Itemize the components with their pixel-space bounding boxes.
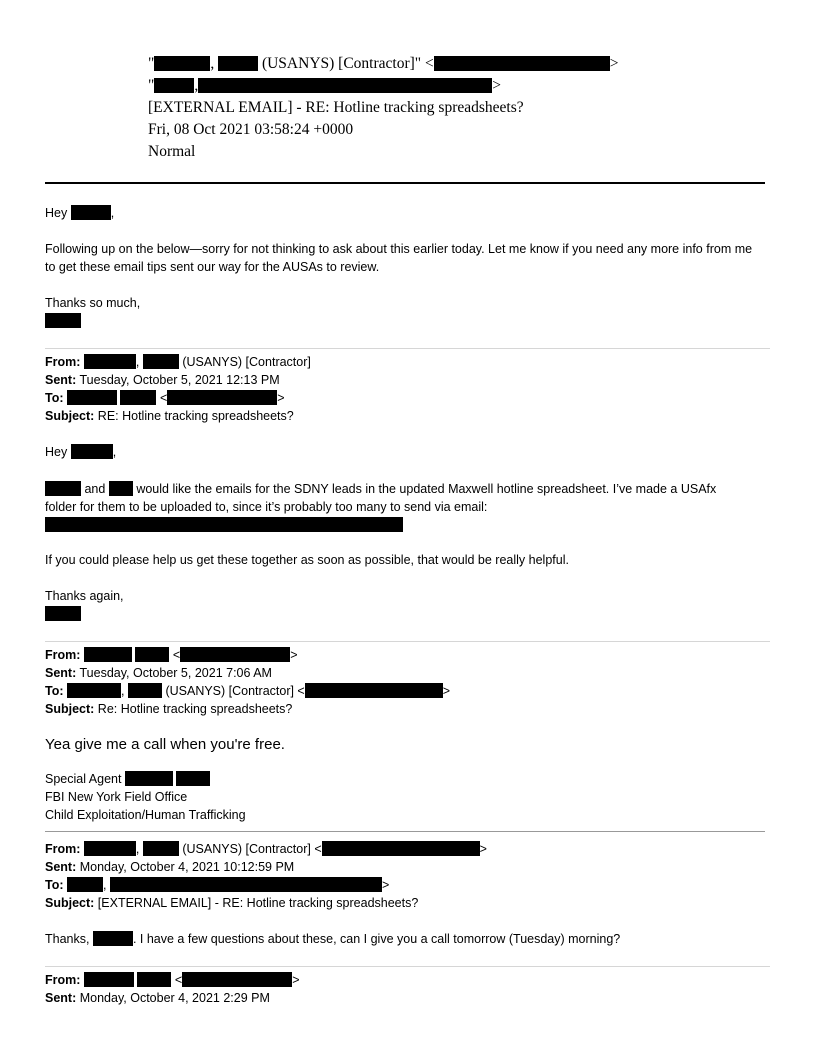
redaction xyxy=(84,841,136,856)
msg5-from: From: < > xyxy=(45,973,300,987)
redaction xyxy=(182,972,292,987)
redaction xyxy=(154,78,194,93)
redaction xyxy=(71,205,111,220)
msg3-sent: Sent: Tuesday, October 5, 2021 7:06 AM xyxy=(45,666,272,680)
msg5-sent: Sent: Monday, October 4, 2021 2:29 PM xyxy=(45,991,270,1005)
msg3-sig-title: Special Agent xyxy=(45,770,210,788)
msg3-sig-unit: Child Exploitation/Human Trafficking xyxy=(45,808,246,822)
msg4-from: From: , (USANYS) [Contractor] < > xyxy=(45,842,487,856)
redaction xyxy=(180,647,290,662)
msg2-subject: Subject: RE: Hotline tracking spreadsheets? xyxy=(45,409,294,423)
redaction xyxy=(143,841,179,856)
msg3-body: Yea give me a call when you're free. xyxy=(45,736,285,753)
header-importance-value: Normal xyxy=(148,143,196,160)
msg3-subject: Subject: Re: Hotline tracking spreadsheets? xyxy=(45,702,293,716)
redaction xyxy=(45,313,81,328)
msg2-body-line1: and would like the emails for the SDNY leads in the updated Maxwell hotline spreadsheet. I’ve made a USAfx xyxy=(45,480,716,498)
redaction xyxy=(137,972,171,987)
msg2-folder-link xyxy=(45,516,403,534)
msg2-signoff: Thanks again, xyxy=(45,589,124,603)
redaction xyxy=(154,56,210,71)
redaction xyxy=(128,683,162,698)
msg2-body-para2: If you could please help us get these together as soon as possible, that would be really helpful. xyxy=(45,553,569,567)
redaction xyxy=(176,771,210,786)
redaction xyxy=(125,771,173,786)
msg2-to: To: < > xyxy=(45,391,285,405)
message-separator xyxy=(45,831,765,832)
redaction xyxy=(93,931,133,946)
msg3-from: From: < > xyxy=(45,648,298,662)
msg4-to: To: , > xyxy=(45,878,390,892)
msg4-sent: Sent: Monday, October 4, 2021 10:12:59 PM xyxy=(45,860,295,874)
redaction xyxy=(434,56,610,71)
redaction xyxy=(218,56,258,71)
body-paragraph: Following up on the below—sorry for not thinking to ask about this earlier today. Let me know if you need any more info from me to get these email tips sent our way for the AUSAs to review. xyxy=(45,242,753,274)
body-signoff: Thanks so much, xyxy=(45,296,141,310)
redaction xyxy=(322,841,480,856)
header-date-value: Fri, 08 Oct 2021 03:58:24 +0000 xyxy=(148,121,354,138)
redaction xyxy=(167,390,277,405)
msg3-sig-office: FBI New York Field Office xyxy=(45,790,188,804)
message-separator xyxy=(45,966,770,967)
msg4-subject: Subject: [EXTERNAL EMAIL] - RE: Hotline tracking spreadsheets? xyxy=(45,896,419,910)
redaction xyxy=(67,877,103,892)
msg2-greeting: Hey , xyxy=(45,445,117,459)
redaction xyxy=(198,78,492,93)
msg4-body: Thanks, . I have a few questions about these, can I give you a call tomorrow (Tuesday) morning? xyxy=(45,932,621,946)
redaction xyxy=(67,683,121,698)
redaction xyxy=(45,481,81,496)
msg3-to: To: , (USANYS) [Contractor] < > xyxy=(45,684,451,698)
header-divider xyxy=(45,182,765,184)
msg2-from: From: , (USANYS) [Contractor] xyxy=(45,355,311,369)
redaction xyxy=(84,647,132,662)
redaction xyxy=(110,877,382,892)
msg2-signature xyxy=(45,605,81,623)
redaction xyxy=(67,390,117,405)
redaction xyxy=(135,647,169,662)
redaction xyxy=(120,390,156,405)
header-subject-value: [EXTERNAL EMAIL] - RE: Hotline tracking spreadsheets? xyxy=(148,99,524,116)
redaction xyxy=(109,481,133,496)
header-from-value: " , (USANYS) [Contractor]" < > xyxy=(148,55,619,72)
body-signature xyxy=(45,312,81,330)
body-greeting: Hey , xyxy=(45,206,115,220)
redaction xyxy=(45,517,403,532)
message-separator xyxy=(45,641,770,642)
message-separator xyxy=(45,348,770,349)
redaction xyxy=(143,354,179,369)
redaction xyxy=(84,354,136,369)
redaction xyxy=(305,683,443,698)
redaction xyxy=(84,972,134,987)
msg2-sent: Sent: Tuesday, October 5, 2021 12:13 PM xyxy=(45,373,280,387)
msg2-body-line2: folder for them to be uploaded to, since it’s probably too many to send via email: xyxy=(45,500,488,514)
redaction xyxy=(71,444,113,459)
header-to-value: " , > xyxy=(148,77,501,94)
redaction xyxy=(45,606,81,621)
